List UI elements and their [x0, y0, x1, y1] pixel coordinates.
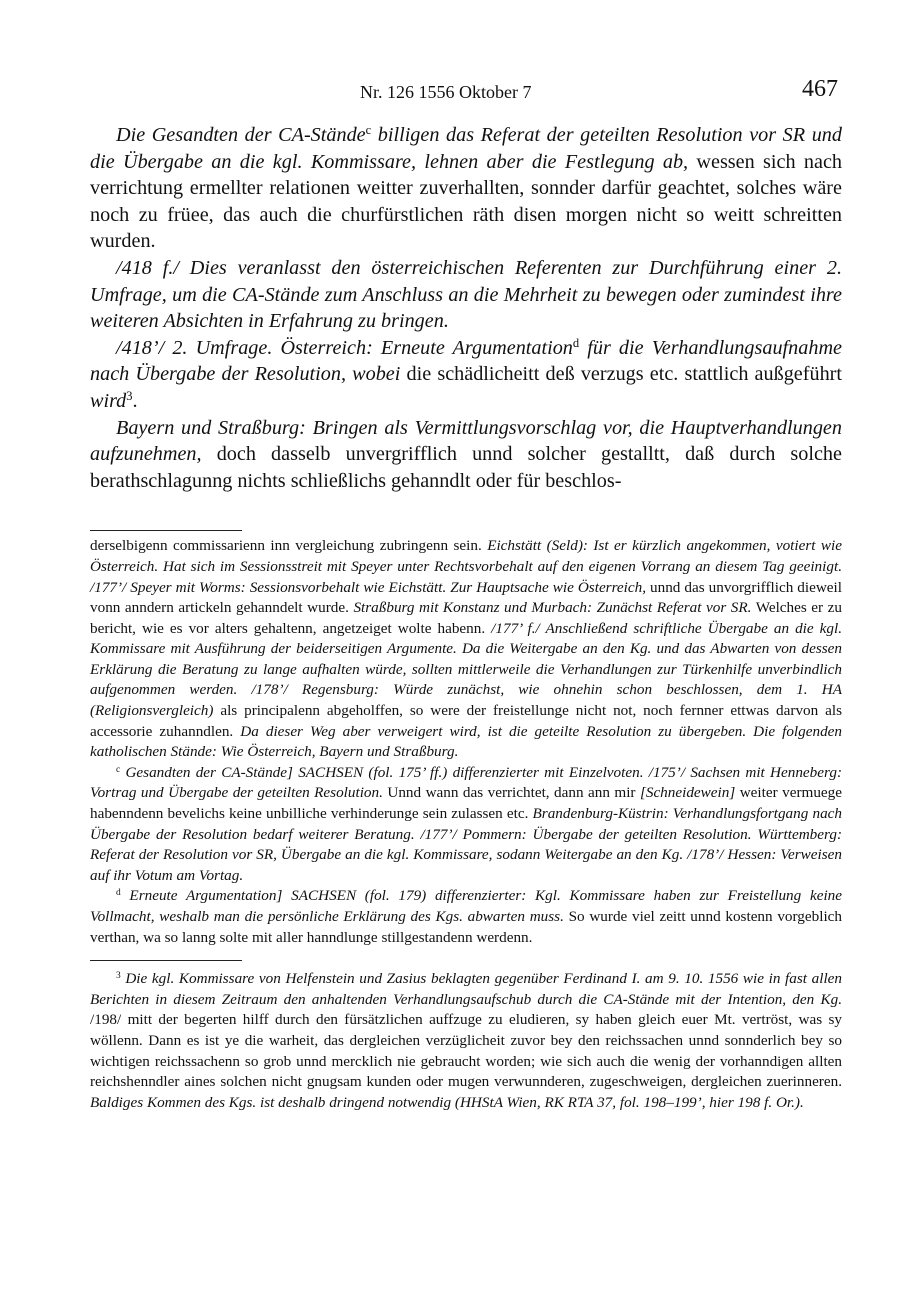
italic-run: billigen das Referat der geteilten Resolution vor SR und die Übergabe an die kgl. Kommissare, lehnen aber die Festlegung ab,: [90, 124, 842, 173]
italic-run: Da dieser Weg aber verweigert wird, ist die geteilte Resolution zu übergeben. Die folgenden katholischen Stände: Wie Österreich, Bayern und Straßburg.: [90, 722, 843, 761]
note-marker: d: [116, 888, 121, 899]
running-header: [90, 76, 842, 110]
text-run: /198/ mitt der begerten hilff durch den fürsätzlichen auffzuge zu eludieren, sy haben gleich euer Mt. vertröst, was sy wöllenn. Dann es ist ye die warheit, das dergleichen verzüglicheit zuvor bey den reichssachen unnd sonnderlich bey so wichtigen reichssachenn so grob unnd mercklich nie gebraucht worden; wie sich auch die wenig der vorhanndigen allten reichshenndler aines solchen nicht gnugsam kunden oder mugen verwunnderen, zugeschweigen, dergleichen zuerinneren.: [90, 1011, 842, 1091]
footnote-continuation: [90, 536, 842, 763]
note-marker: c: [116, 764, 121, 775]
text-run: Welches er zu bericht, wie es vor alters gehaltenn, angetzeiget wolte habenn.: [90, 599, 842, 637]
italic-run: Baldiges Kommen des Kgs. ist deshalb dringend notwendig (HHStA Wien, RK RTA 37, fol. 198–199’, hier 198 f. Or.).: [90, 1093, 804, 1111]
paragraph: [90, 335, 842, 415]
document-page: [90, 76, 842, 1113]
footnote-c: [90, 763, 842, 887]
italic-run: Gesandten der CA-Stände] SACHSEN (fol. 175’ ff.) differenzierter mit Einzelvoten. /175’/ Sachsen mit Henneberg: Vortrag und Übergabe der geteilten Resolution.: [90, 763, 842, 802]
italic-run: für die Verhandlungsaufnahme nach Übergabe der Resolution, wobei: [90, 336, 842, 386]
text-run: wessen sich nach verrichtung ermellter relationen weitter zuverhallten, sonnder darfür geachtet, solches wäre noch zu früee, das auch die churfürstlichen räth disen morgen nicht so weitt schreitten wurden.: [90, 150, 842, 253]
italic-run: /177’ f./ Anschließend schriftliche Übergabe an die kgl. Kommissare mit Ausführung der beiderseitigen Argumente. Da die Weitergabe an den Kg. und das Abwarten von dessen Erklärung die Beratung zu lange aufhalten würde, sollten mittlerweile die Verhandlungen zur Türkenhilfe unverbindlich aufgenommen werden. /178’/ Regensburg: Würde zunächst, wie ohnehin schon beschlossen, dem 1. HA (Religionsvergleich): [90, 619, 842, 720]
footnote-separator: [90, 530, 242, 531]
footnote-separator: [90, 960, 242, 961]
text-run: doch dasselb unvergrifflich unnd solcher gestalltt, daß durch solche berathschlagunng nichts schließlichs gehanndlt oder für beschlos-: [90, 443, 842, 492]
italic-run: /418’/ 2. Umfrage. Österreich: Erneute Argumentation: [116, 336, 573, 359]
italic-run: Die Gesandten der CA-Stände: [116, 124, 366, 146]
footnote-3: [90, 969, 842, 1113]
italic-run: /418 f./ Dies veranlasst den österreichischen Referenten zur Durchführung einer 2. Umfrage, um die CA-Stände zum Anschluss an die Mehrheit zu bewegen oder zumindest ihre weiteren Absichten in Erfahrung zu bringen.: [90, 256, 842, 333]
italic-run: Brandenburg-Küstrin: Verhandlungsfortgang nach Übergabe der Resolution bedarf weiterer Beratung. /177’/ Pommern: Übergabe der geteilten Resolution. Württemberg: Referat der Resolution vor SR, Übergabe an die kgl. Kommissare, sodann Weitergabe an den Kg. /178’/ Hessen: Verweisen auf ihr Votum am Vortag.: [90, 805, 842, 884]
italic-run: Bayern und Straßburg: Bringen als Vermittlungsvorschlag vor, die Hauptverhandlungen aufzunehmen,: [90, 416, 842, 466]
text-run: weiter vermuege habenndenn bevelichs keine unbilliche verhinderunge sein zulassen etc.: [90, 784, 842, 823]
text-run: .: [132, 389, 138, 412]
text-run: Unnd wann das verrichtet, dann ann mir: [382, 784, 640, 802]
text-run: derselbigenn commissarienn inn vergleichung zubringenn sein.: [90, 537, 488, 555]
text-run: die schädlicheitt deß verzugs etc. stattlich außgeführt: [400, 363, 843, 386]
italic-run: Eichstätt (Seld): Ist er kürzlich angekommen, votiert wie Österreich. Hat sich im Sessionsstreit mit Speyer unter Rechtsvorbehalt auf den eigenen Vorrang an diesem Tag geeinigt. /177’/ Speyer mit Worms: Sessionsvorbehalt wie Eichstätt. Zur Hauptsache wie Österreich,: [90, 537, 843, 596]
note-marker: 3: [126, 389, 133, 404]
paragraph: [90, 415, 842, 495]
paragraph: [90, 122, 842, 255]
footnotes: [90, 969, 842, 1113]
paragraph: [90, 255, 842, 335]
text-run: So wurde viel zeitt unnd kostenn vorgeblich verthan, wa so lanng solte mit aller hanndlunge stillgestandenn werdenn.: [90, 908, 842, 946]
header-title: Nr. 126 1556 Oktober 7: [360, 82, 532, 102]
main-text: [90, 122, 842, 494]
italic-run: Straßburg mit Konstanz und Murbach: Zunächst Referat vor SR.: [353, 599, 752, 617]
italic-run: wird: [90, 389, 127, 412]
text-run: unnd das unvorgrifflich dieweil vonn anndern artickeln gehanndelt wurde.: [90, 578, 842, 617]
critical-apparatus: [90, 536, 842, 948]
text-run: als principalenn abgeholffen, so were der freistellunge nicht not, noch fernner ettwas darvon als accessorie zuhanndlen.: [90, 702, 842, 740]
italic-run: [Schneidewein]: [639, 784, 736, 802]
footnote-d: [90, 886, 842, 948]
note-marker: 3: [116, 971, 121, 982]
italic-run: Erneute Argumentation] SACHSEN (fol. 179) differenzierter: Kgl. Kommissare haben zur Freistellung keine Vollmacht, weshalb man die persönliche Erklärung des Kgs. abwarten muss.: [90, 887, 842, 925]
italic-run: Die kgl. Kommissare von Helfenstein und Zasius beklagten gegenüber Ferdinand I. am 9. 10. 1556 wie in fast allen Berichten in diesem Zeitraum den anhaltenden Verhandlungsaufschub durch die CA-Stände mit der Intention, den Kg.: [90, 970, 842, 1008]
page-number: 467: [802, 76, 838, 102]
note-marker: d: [572, 335, 580, 350]
note-marker: c: [365, 123, 372, 138]
